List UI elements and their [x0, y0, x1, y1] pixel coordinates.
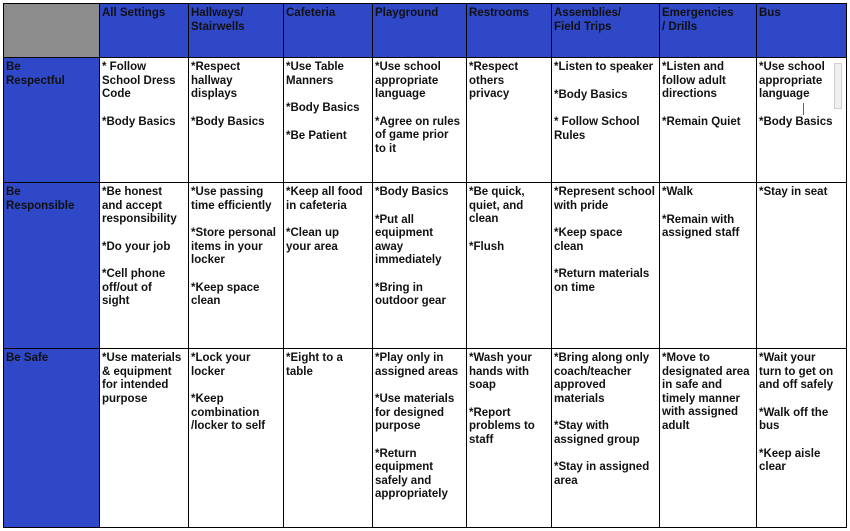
expectation-item: * Follow School Rules	[554, 116, 640, 142]
expectation-item: *Body Basics	[286, 102, 360, 114]
expectation-item: *Keep all food in cafeteria	[286, 186, 363, 212]
column-header-hallways[interactable]	[189, 4, 284, 58]
row-label: Be Safe	[6, 352, 49, 364]
row-label: Be Responsible	[6, 186, 75, 212]
expectation-item: *Keep space clean	[554, 227, 623, 253]
cell-safe-all-settings[interactable]	[100, 349, 189, 528]
expectation-item: *Keep aisle clear	[759, 447, 821, 473]
expectation-item: *Keep combination /locker to self	[191, 393, 266, 432]
column-header-bus[interactable]	[757, 4, 847, 58]
column-header-playground[interactable]	[373, 4, 467, 58]
matrix-body	[4, 58, 847, 528]
cell-responsible-restrooms[interactable]	[467, 183, 552, 349]
cell-content	[469, 186, 549, 348]
expectation-item: *Stay in seat	[759, 186, 828, 198]
table-row	[4, 349, 847, 528]
expectation-item: *Return equipment safely and appropriately	[375, 447, 448, 500]
expectation-item: *Use Table Manners	[286, 61, 344, 87]
expectation-item: *Be quick, quiet, and clean	[469, 186, 525, 225]
cell-content	[662, 186, 754, 348]
row-header-responsible[interactable]	[4, 183, 100, 349]
expectation-item: *Walk	[662, 186, 693, 198]
column-label: Cafeteria	[286, 7, 336, 19]
cell-content	[102, 61, 186, 182]
expectation-item: *Bring along only coach/teacher approved materials	[554, 352, 650, 405]
cell-content	[554, 352, 657, 527]
expectation-item: *Use school appropriate language	[375, 61, 441, 100]
cell-content	[759, 186, 844, 348]
expectation-item: * Follow School Dress Code	[102, 61, 176, 100]
header-row	[4, 4, 847, 58]
expectation-item: *Be Patient	[286, 129, 347, 142]
cell-responsible-hallways[interactable]	[189, 183, 284, 349]
cell-respectful-hallways[interactable]	[189, 58, 284, 183]
column-header-restrooms[interactable]	[467, 4, 552, 58]
expectation-item: *Do your job	[102, 240, 171, 253]
cell-content	[554, 186, 657, 348]
column-label: Bus	[759, 7, 781, 19]
cell-content	[375, 352, 464, 527]
cell-safe-bus[interactable]	[757, 349, 847, 528]
column-label: Emergencies / Drills	[662, 7, 734, 33]
cell-safe-playground[interactable]	[373, 349, 467, 528]
expectation-item: *Body Basics	[191, 115, 265, 128]
expectation-item: *Return materials on time	[554, 268, 650, 294]
cell-content	[662, 352, 754, 527]
expectation-item: *Cell phone off/out of sight	[102, 268, 166, 307]
expectation-item: *Use school appropriate language	[759, 61, 825, 100]
cell-scrollbar[interactable]	[834, 63, 842, 109]
expectation-item: *Represent school with pride	[554, 186, 655, 212]
column-header-assemblies[interactable]	[552, 4, 660, 58]
cell-respectful-playground[interactable]	[373, 58, 467, 183]
cell-content	[759, 61, 844, 182]
cell-content	[102, 186, 186, 348]
column-label: Restrooms	[469, 7, 530, 19]
behavior-matrix-table	[3, 3, 847, 528]
column-label: All Settings	[102, 7, 166, 19]
cell-content	[554, 61, 657, 182]
expectation-item: *Flush	[469, 240, 505, 253]
cell-content	[286, 61, 370, 182]
column-header-all-settings[interactable]	[100, 4, 189, 58]
expectation-item: *Be honest and accept responsibility	[102, 186, 177, 225]
column-label: Playground	[375, 7, 439, 19]
expectation-item: *Body Basics	[759, 115, 833, 128]
cell-content	[662, 61, 754, 182]
expectation-item: *Remain Quiet	[662, 115, 741, 128]
row-header-safe[interactable]	[4, 349, 100, 528]
cell-respectful-emergencies[interactable]	[660, 58, 757, 183]
expectation-item: *Use materials & equipment for intended purpose	[102, 352, 182, 405]
expectation-item: *Stay with assigned group	[554, 420, 640, 446]
cell-respectful-bus[interactable]	[757, 58, 847, 183]
cell-responsible-all-settings[interactable]	[100, 183, 189, 349]
expectation-item: *Agree on rules of game prior to it	[375, 115, 460, 155]
expectation-item: *Move to designated area in safe and timely manner with assigned adult	[662, 352, 750, 432]
cell-content	[469, 352, 549, 527]
cell-respectful-cafeteria[interactable]	[284, 58, 373, 183]
expectation-item: *Remain with assigned staff	[662, 213, 740, 239]
cell-content	[759, 352, 844, 527]
cell-content	[375, 61, 464, 182]
cell-respectful-restrooms[interactable]	[467, 58, 552, 183]
cell-responsible-assemblies[interactable]	[552, 183, 660, 349]
expectation-item: *Stay in assigned area	[554, 461, 650, 487]
expectation-item: *Respect hallway displays	[191, 61, 241, 100]
cell-content	[102, 352, 186, 527]
table-row	[4, 58, 847, 183]
cell-responsible-playground[interactable]	[373, 183, 467, 349]
expectation-item: *Wash your hands with soap	[469, 352, 532, 391]
expectation-item: *Walk off the bus	[759, 406, 829, 432]
expectation-item: *Bring in outdoor gear	[375, 281, 446, 307]
cell-content	[375, 186, 464, 348]
expectation-item: *Use materials for designed purpose	[375, 393, 455, 432]
cell-respectful-assemblies[interactable]	[552, 58, 660, 183]
column-header-emergencies[interactable]	[660, 4, 757, 58]
expectation-item: *Listen and follow adult directions	[662, 61, 726, 100]
expectation-item: *Body Basics	[554, 88, 628, 101]
expectation-item: *Use passing time efficiently	[191, 186, 272, 212]
cell-respectful-all-settings[interactable]	[100, 58, 189, 183]
column-header-cafeteria[interactable]	[284, 4, 373, 58]
cell-content	[191, 61, 281, 182]
expectation-item: *Listen to speaker	[554, 61, 654, 73]
expectation-item: *Body Basics	[102, 115, 176, 128]
cell-responsible-cafeteria[interactable]	[284, 183, 373, 349]
row-label: Be Respectful	[6, 61, 65, 87]
expectation-item: *Put all equipment away immediately	[375, 213, 442, 266]
expectation-item: *Play only in assigned areas	[375, 352, 459, 378]
expectation-item: *Clean up your area	[286, 227, 340, 253]
cell-content	[286, 352, 370, 527]
cell-safe-assemblies[interactable]	[552, 349, 660, 528]
cell-safe-hallways[interactable]	[189, 349, 284, 528]
expectation-item: *Lock your locker	[191, 352, 251, 378]
expectation-item: *Body Basics	[375, 186, 449, 198]
expectation-item: *Report problems to staff	[469, 406, 535, 446]
cell-responsible-bus[interactable]	[757, 183, 847, 349]
expectation-item: *Wait your turn to get on and off safely	[759, 352, 834, 391]
text-cursor	[803, 103, 804, 115]
column-label: Assemblies/ Field Trips	[554, 7, 622, 33]
row-header-respectful[interactable]	[4, 58, 100, 183]
cell-content	[469, 61, 549, 182]
cell-responsible-emergencies[interactable]	[660, 183, 757, 349]
cell-content	[191, 186, 281, 348]
cell-safe-emergencies[interactable]	[660, 349, 757, 528]
cell-safe-restrooms[interactable]	[467, 349, 552, 528]
cell-content	[191, 352, 281, 527]
expectation-item: *Store personal items in your locker	[191, 227, 276, 266]
table-row	[4, 183, 847, 349]
expectation-item: *Keep space clean	[191, 281, 260, 307]
expectation-item: *Eight to a table	[286, 352, 343, 378]
corner-cell	[4, 4, 100, 58]
column-label: Hallways/ Stairwells	[191, 7, 245, 33]
expectation-item: *Respect others privacy	[469, 61, 519, 100]
cell-safe-cafeteria[interactable]	[284, 349, 373, 528]
cell-content	[286, 186, 370, 348]
